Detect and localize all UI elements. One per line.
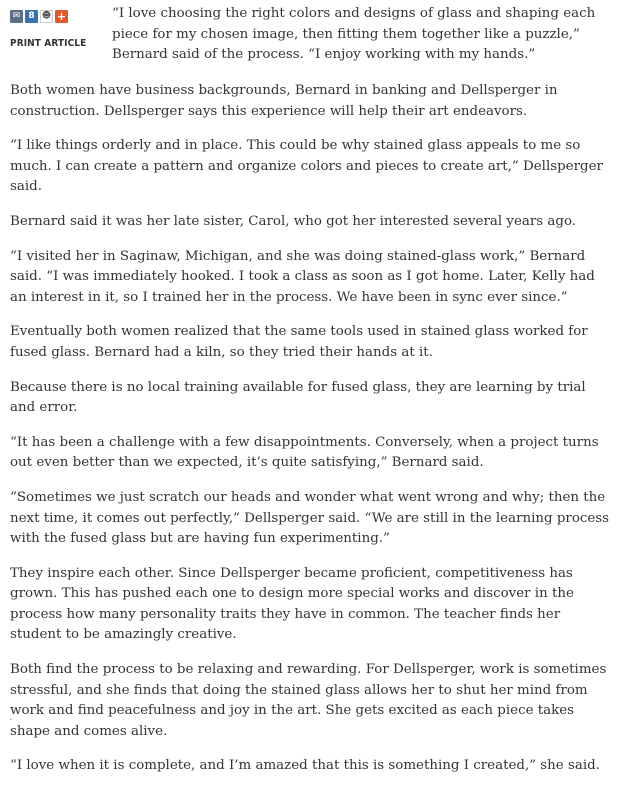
article-paragraph: Both find the process to be relaxing and rewarding. For Dellsperger, work is sometimes stressful, and she finds that doing the stained glass allows her to shut her mind from work and find peacefulness and joy in the art. She gets excited as each piece takes shape and comes alive. <box>10 662 607 739</box>
article-paragraph: Eventually both women realized that the same tools used in stained glass worked for fused glass. Bernard had a kiln, so they tried their hands at it. <box>10 324 588 360</box>
article-paragraph: They inspire each other. Since Dellsperger became proficient, competitiveness has grown. This has pushed each one to design more special works and discover in the process how many personality traits they have in common. The teacher finds her student to be amazingly creative. <box>10 565 574 643</box>
article-lead-paragraph: “I love choosing the right colors and designs of glass and shaping each piece for my chosen image, then fitting them together like a puzzle,” Bernard said of the process. “I enjoy working with my hands.” <box>112 6 596 63</box>
article-paragraph: “Sometimes we just scratch our heads and wonder what went wrong and why; then the next time, it comes out perfectly,” Dellsperger said. “We are still in the learning process with the fused glass but are having fun experimenting.” <box>10 489 610 547</box>
share-plus-icon[interactable]: + <box>56 10 67 23</box>
article-paragraph: Because there is no local training available for fused glass, they are learning by trial and error. <box>10 379 586 416</box>
page-corner-mark <box>10 718 12 720</box>
share-icons <box>10 10 100 24</box>
reddit-icon[interactable]: ☻ <box>41 11 52 21</box>
article-body <box>10 81 614 791</box>
article-paragraph: “I visited her in Saginaw, Michigan, and she was doing stained-glass work,” Bernard said. “I was immediately hooked. I took a class as soon as I got home. Later, Kelly had an interest in it, so I trained her in the process. We have been in sync ever since.” <box>10 248 595 305</box>
article-paragraph: “It has been a challenge with a few disappointments. Conversely, when a project turns out even better than we expected, it’s quite satisfying,” Bernard said. <box>10 434 599 471</box>
google-plus-icon[interactable]: 8 <box>25 10 38 23</box>
article-paragraph: “I like things orderly and in place. This could be why stained glass appeals to me so much. I can create a pattern and organize colors and pieces to create art,” Dellsperger said. <box>10 138 603 195</box>
email-icon[interactable]: ✉ <box>10 10 23 23</box>
share-toolbar <box>10 10 100 49</box>
article-paragraph: “I love when it is complete, and I’m amazed that this is something I created,” she said. <box>10 758 600 774</box>
article-paragraph: Both women have business backgrounds, Bernard in banking and Dellsperger in construction. Dellsperger says this experience will help their art endeavors. <box>10 83 558 119</box>
article-paragraph: Bernard said it was her late sister, Carol, who got her interested several years ago. <box>10 213 577 229</box>
print-article-link[interactable]: PRINT ARTICLE <box>10 38 87 49</box>
